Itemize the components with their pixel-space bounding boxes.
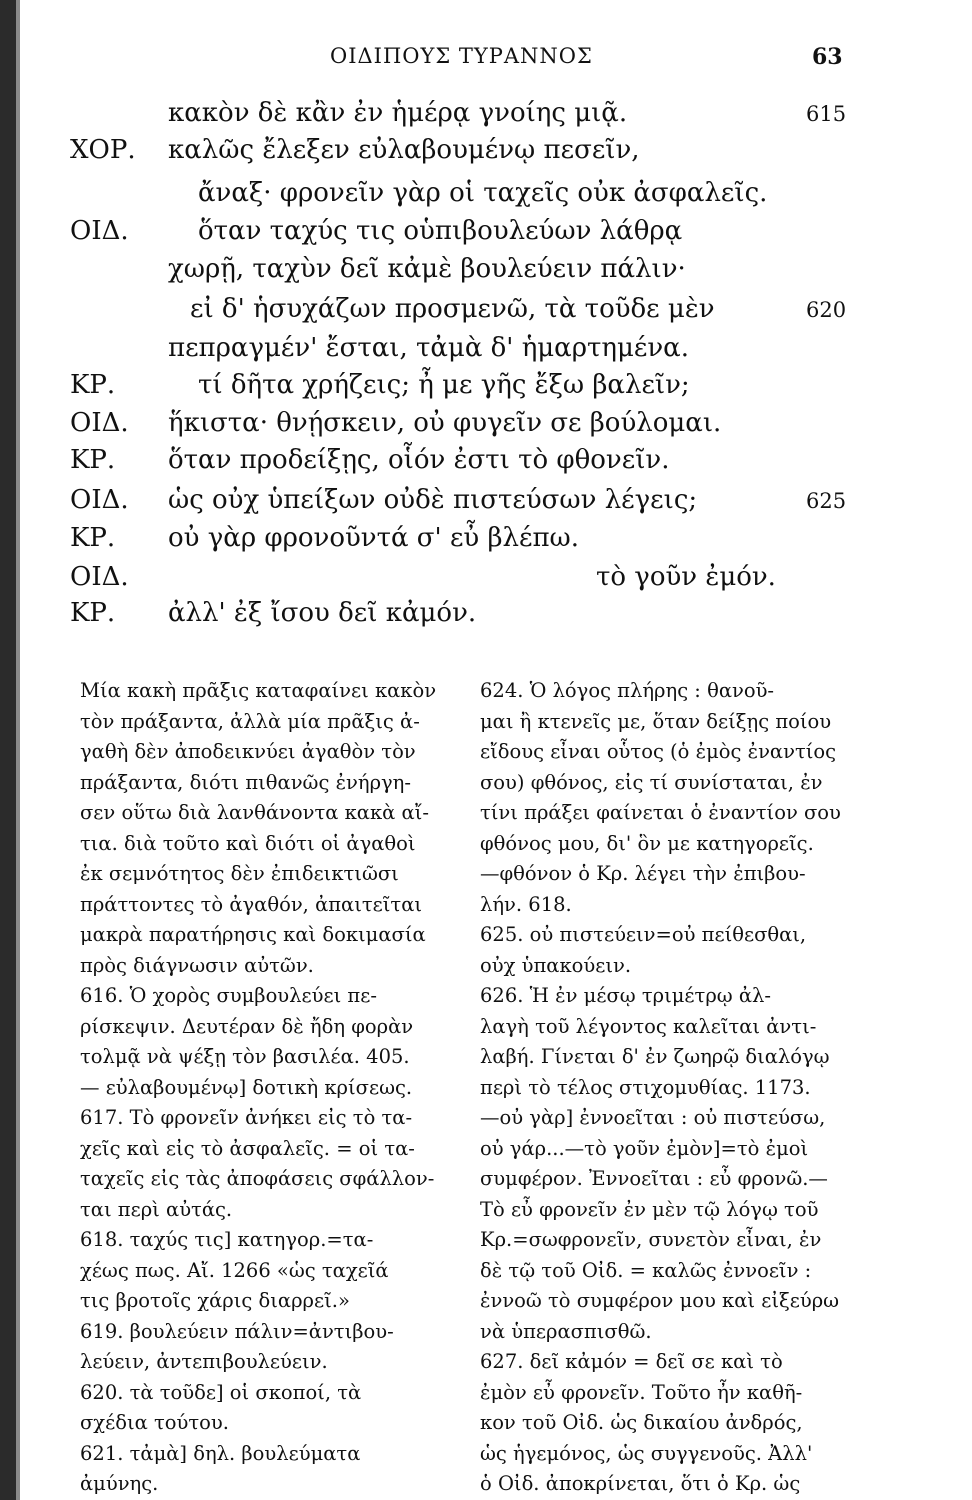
running-title: ΟΙΔΙΠΟΥΣ ΤΥΡΑΝΝΟΣ	[330, 44, 593, 68]
note-line: λαβή. Γίνεται δ' ἐν ζωηρῷ διαλόγῳ	[480, 1045, 830, 1068]
verse-line	[0, 333, 972, 371]
verse-text: χωρῇ, ταχὺν δεῖ κἀμὲ βουλεύειν πάλιν·	[168, 254, 686, 284]
verse-text: ἥκιστα· θνῄσκειν, οὐ φυγεῖν σε βούλομαι.	[168, 408, 722, 438]
note-line: χέως πως. Αἴ. 1266 «ὡς ταχεῖά	[80, 1258, 389, 1282]
speaker-label: ΚΡ.	[70, 523, 116, 553]
note-line: οὐ γάρ...—τὸ γοῦν ἐμὸν]=τὸ ἐμοὶ	[480, 1136, 809, 1160]
note-line: γαθὴ δὲν ἀποδεικνύει ἀγαθὸν τὸν	[80, 740, 416, 763]
note-line: σεν οὕτω διὰ λανθάνοντα κακὰ αἴ-	[80, 801, 429, 824]
note-line: Κρ.=σωφρονεῖν, συνετὸν εἶναι, ἐν	[480, 1228, 822, 1251]
note-line: μαι ἢ κτενεῖς με, ὅταν δείξῃς ποίου	[480, 709, 832, 733]
line-number: 625	[806, 489, 847, 513]
note-line: Μία κακὴ πρᾶξις καταφαίνει κακὸν	[80, 679, 437, 702]
note-line: λήν. 618.	[480, 892, 572, 916]
note-line: ται περὶ αὐτάς.	[80, 1197, 233, 1221]
verse-line	[0, 408, 972, 446]
note-line: 627. δεῖ κἀμόν = δεῖ σε καὶ τὸ	[480, 1350, 783, 1373]
note-line: 617. Τὸ φρονεῖν ἀνήκει εἰς τὸ τα-	[80, 1106, 413, 1129]
verse-text: πεπραγμέν' ἔσται, τἀμὰ δ' ἡμαρτημένα.	[168, 333, 689, 363]
verse-line	[0, 485, 972, 523]
verse-text: ἄναξ· φρονεῖν γὰρ οἱ ταχεῖς οὐκ ἀσφαλεῖς.	[198, 178, 768, 208]
speaker-label: ΧΟΡ.	[70, 135, 136, 165]
verse-text: εἰ δ' ἡσυχάζων προσμενῶ, τὰ τοῦδε μὲν	[190, 294, 715, 324]
speaker-label: ΟΙΔ.	[70, 408, 129, 438]
note-line: σου) φθόνος, εἰς τί συνίσταται, ἐν	[480, 770, 823, 794]
note-line: 625. οὐ πιστεύειν=οὐ πείθεσθαι,	[480, 923, 807, 946]
verse-text: τί δῆτα χρήζεις; ἦ με γῆς ἔξω βαλεῖν;	[198, 370, 690, 400]
speaker-label: ΟΙΔ.	[70, 485, 129, 515]
note-line: 616. Ὁ χορὸς συμβουλεύει πε-	[80, 984, 377, 1007]
verse-line	[0, 523, 972, 561]
verse-text: ὡς οὐχ ὑπείξων οὐδὲ πιστεύσων λέγεις;	[168, 485, 698, 515]
verse-line	[0, 562, 972, 600]
note-line: εἴδους εἶναι οὗτος (ὁ ἐμὸς ἐναντίος	[480, 740, 837, 763]
note-line: λεύειν, ἀντεπιβουλεύειν.	[80, 1350, 328, 1373]
note-line: — εὐλαβουμένῳ] δοτικὴ κρίσεως.	[80, 1075, 413, 1099]
note-line: τὸν πράξαντα, ἀλλὰ μία πρᾶξις ἀ-	[80, 709, 420, 733]
note-line: Τὸ εὖ φρονεῖν ἐν μὲν τῷ λόγῳ τοῦ	[480, 1197, 819, 1221]
note-line: πράττοντες τὸ ἀγαθόν, ἀπαιτεῖται	[80, 892, 423, 916]
note-line: μακρὰ παρατήρησις καὶ δοκιμασία	[80, 923, 426, 946]
note-line: ἐμὸν εὖ φρονεῖν. Τοῦτο ἦν καθῆ-	[480, 1380, 803, 1404]
note-line: 620. τὰ τοῦδε] οἱ σκοποί, τὰ	[80, 1380, 362, 1404]
line-number: 620	[806, 298, 847, 322]
verse-text: ὅταν προδείξῃς, οἷόν ἐστι τὸ φθονεῖν.	[168, 445, 670, 475]
verse-text: καλῶς ἔλεξεν εὐλαβουμένῳ πεσεῖν,	[168, 135, 640, 165]
note-line: κον τοῦ Οἰδ. ὡς δικαίου ἀνδρός,	[480, 1411, 803, 1434]
note-line: λαγὴ τοῦ λέγοντος καλεῖται ἀντι-	[480, 1014, 817, 1038]
speaker-label: ΚΡ.	[70, 445, 116, 475]
note-line: πράξαντα, διότι πιθανῶς ἐνήργη-	[80, 770, 411, 794]
note-line: φθόνος μου, δι' ὃν με κατηγορεῖς.	[480, 831, 814, 855]
verse-line	[0, 445, 972, 483]
line-number: 615	[806, 102, 847, 126]
note-line: ὁ Οἰδ. ἀποκρίνεται, ὅτι ὁ Κρ. ὡς	[480, 1472, 801, 1495]
verse-text: ὅταν ταχύς τις οὑπιβουλεύων λάθρᾳ	[198, 216, 683, 246]
note-line: τις βροτοῖς χάρις διαρρεῖ.»	[80, 1289, 350, 1312]
note-line: τολμᾷ νὰ ψέξῃ τὸν βασιλέα. 405.	[80, 1045, 410, 1068]
verse-line	[0, 178, 972, 216]
verse-text: ἀλλ' ἐξ ἴσου δεῖ κἀμόν.	[168, 598, 477, 628]
verse-line	[0, 216, 972, 254]
speaker-label: ΟΙΔ.	[70, 562, 129, 592]
note-line: συμφέρον. Ἐννοεῖται : εὖ φρονῶ.—	[480, 1167, 828, 1190]
verse-line	[0, 598, 972, 636]
note-line: σχέδια τούτου.	[80, 1411, 229, 1434]
verse-text: κακὸν δὲ κἂν ἐν ἡμέρᾳ γνοίης μιᾷ.	[168, 98, 628, 128]
verse-text: οὐ γὰρ φρονοῦντά σ' εὖ βλέπω.	[168, 523, 580, 553]
verse-line	[0, 98, 972, 136]
note-line: τια. διὰ τοῦτο καὶ διότι οἱ ἀγαθοὶ	[80, 831, 416, 855]
note-line: ρίσκεψιν. Δευτέραν δὲ ἤδη φορὰν	[80, 1014, 414, 1038]
note-line: περὶ τὸ τέλος στιχομυθίας. 1173.	[480, 1075, 811, 1099]
note-line: 621. τἀμὰ] δηλ. βουλεύματα	[80, 1441, 361, 1465]
verse-line	[0, 254, 972, 292]
speaker-label: ΟΙΔ.	[70, 216, 129, 246]
note-line: τίνι πράξει φαίνεται ὁ ἐναντίον σου	[480, 801, 841, 824]
note-line: 618. ταχύς τις] κατηγορ.=τα-	[80, 1228, 374, 1251]
note-line: ἀμύνης.	[80, 1472, 159, 1495]
note-line: δὲ τῷ τοῦ Οἰδ. = καλῶς ἐννοεῖν :	[480, 1258, 812, 1282]
verse-line	[0, 370, 972, 408]
commentary-left-column	[80, 676, 455, 1500]
verse-text: τὸ γοῦν ἐμόν.	[596, 562, 776, 592]
commentary-right-column	[480, 676, 852, 1500]
note-line: ταχεῖς εἰς τὰς ἀποφάσεις σφάλλον-	[80, 1167, 435, 1190]
note-line: χεῖς καὶ εἰς τὸ ἀσφαλεῖς. = οἱ τα-	[80, 1136, 415, 1160]
note-line: 624. Ὁ λόγος πλήρης : θανοῦ-	[480, 679, 775, 702]
speaker-label: ΚΡ.	[70, 598, 116, 628]
verse-line	[0, 294, 972, 332]
note-line: —φθόνον ὁ Κρ. λέγει τὴν ἐπιβου-	[480, 862, 806, 885]
note-line: οὐχ ὑπακούειν.	[480, 953, 632, 977]
verse-line	[0, 135, 972, 173]
note-line: ἐκ σεμνότητος δὲν ἐπιδεικτιῶσι	[80, 862, 399, 885]
note-line: 626. Ἡ ἐν μέσῳ τριμέτρῳ ἀλ-	[480, 984, 772, 1007]
note-line: ἐννοῶ τὸ συμφέρον μου καὶ εἰξεύρω	[480, 1289, 840, 1312]
note-line: 619. βουλεύειν πάλιν=ἀντιβου-	[80, 1319, 394, 1343]
page-number: 63	[812, 44, 843, 70]
note-line: —οὐ γὰρ] ἐννοεῖται : οὐ πιστεύσω,	[480, 1106, 826, 1129]
speaker-label: ΚΡ.	[70, 370, 116, 400]
note-line: νὰ ὑπερασπισθῶ.	[480, 1319, 652, 1343]
note-line: ὡς ἡγεμόνος, ὡς συγγενοῦς. Ἀλλ'	[480, 1441, 813, 1465]
note-line: πρὸς διάγνωσιν αὐτῶν.	[80, 953, 314, 977]
